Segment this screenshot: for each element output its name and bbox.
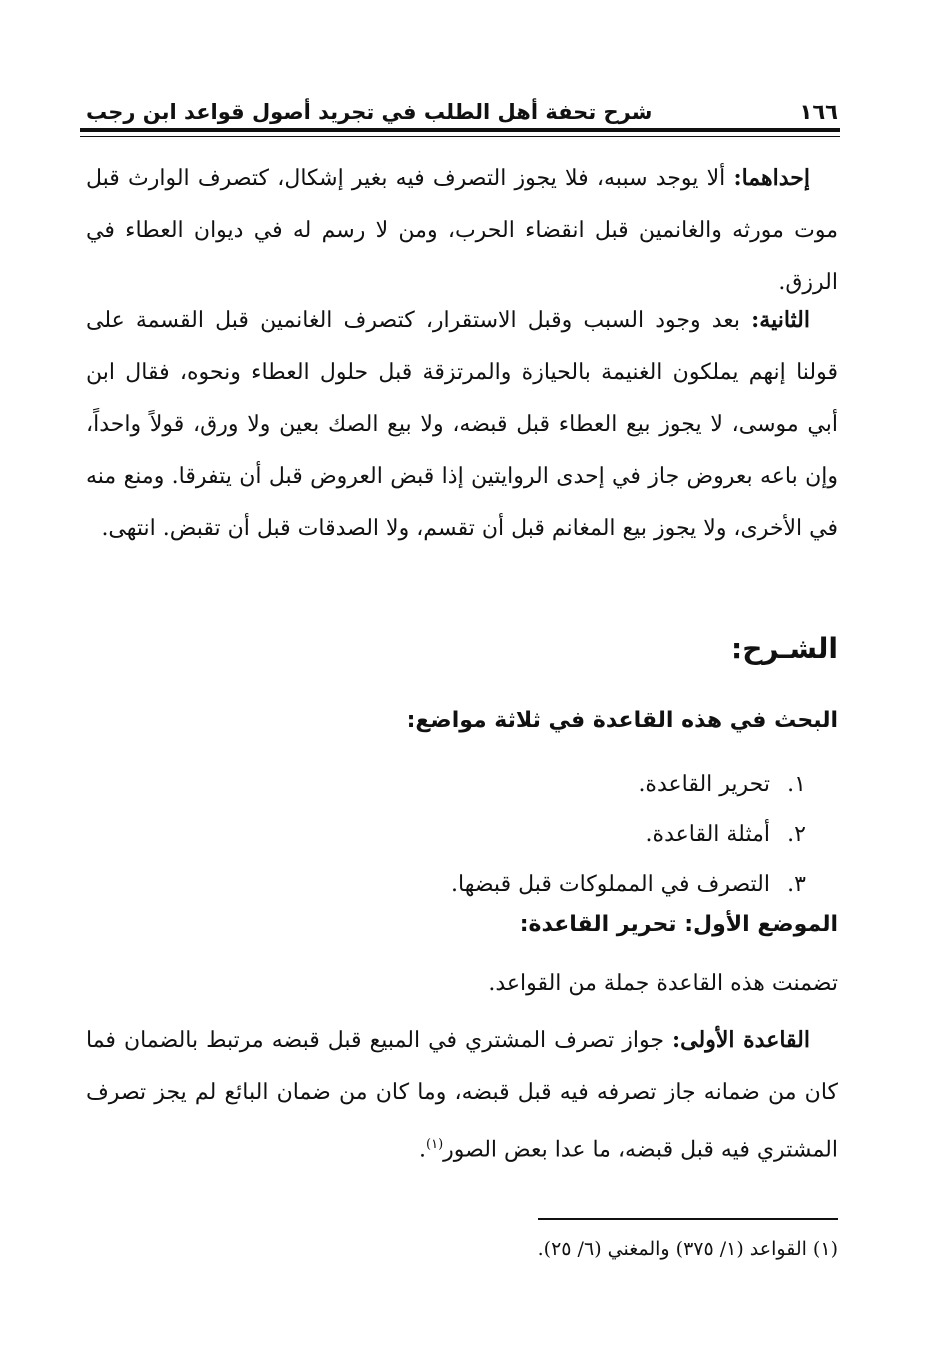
list-item bbox=[451, 860, 806, 910]
research-heading: البحث في هذه القاعدة في ثلاثة مواضع: bbox=[406, 708, 838, 733]
paragraph-lead: إحداهما: bbox=[733, 165, 810, 191]
topics-list bbox=[451, 760, 806, 910]
paragraph-text: بعد وجود السبب وقبل الاستقرار، كتصرف الغانمين قبل القسمة على قولنا إنهم يملكون الغنيمة بالحيازة والمرتزقة قبل حلول العطاء ونحوه، فقال ابن أبي موسى، لا يجوز بيع العطاء قبل قبضه، ولا بيع الصك بعين ولا ورق، قولاً واحداً، وإن باعه بعروض جاز في إحدى الروايتين إذا قبض العروض قبل أن يتفرقا. ومنع منه في الأخرى، ولا يجوز بيع المغانم قبل أن تقسم، ولا الصدقات قبل أن تقبض. انتهى. bbox=[86, 308, 838, 541]
paragraph-lead: القاعدة الأولى: bbox=[672, 1027, 811, 1053]
footnote: (١) القواعد (١/ ٣٧٥) والمغني (٦/ ٢٥). bbox=[537, 1238, 838, 1260]
running-title: شرح تحفة أهل الطلب في تجريد أصول قواعد ابن رجب bbox=[86, 100, 653, 124]
paragraph-first bbox=[86, 152, 838, 309]
footnote-separator bbox=[538, 1218, 838, 1220]
paragraph-rule-one bbox=[86, 1014, 838, 1176]
paragraph-end: . bbox=[419, 1137, 426, 1163]
list-text: أمثلة القاعدة. bbox=[645, 822, 770, 847]
list-number: ١. bbox=[787, 772, 806, 797]
list-text: تحرير القاعدة. bbox=[638, 772, 770, 797]
list-item bbox=[451, 810, 806, 860]
first-topic-heading: الموضع الأول: تحرير القاعدة: bbox=[519, 912, 838, 937]
running-header bbox=[86, 84, 838, 124]
list-item bbox=[451, 760, 806, 810]
list-number: ٣. bbox=[787, 872, 806, 897]
list-number: ٢. bbox=[787, 822, 806, 847]
list-text: التصرف في المملوكات قبل قبضها. bbox=[451, 872, 770, 897]
intro-line: تضمنت هذه القاعدة جملة من القواعد. bbox=[488, 971, 838, 996]
paragraph-text: ألا يوجد سببه، فلا يجوز التصرف فيه بغير إشكال، كتصرف الوارث قبل موت مورثه والغانمين قبل انقضاء الحرب، ومن لا رسم له في ديوان العطاء في الرزق. bbox=[86, 166, 838, 295]
header-rule-thick bbox=[80, 128, 840, 132]
paragraph-text: جواز تصرف المشتري في المبيع قبل قبضه مرتبط بالضمان فما كان من ضمانه جاز تصرفه فيه قبل قبضه، وما كان من ضمان البائع لم يجز تصرف المشتري فيه قبل قبضه، ما عدا بعض الصور bbox=[86, 1028, 838, 1163]
paragraph-second bbox=[86, 294, 838, 555]
page-number: ١٦٦ bbox=[799, 100, 838, 124]
footnote-reference[interactable]: (١) bbox=[426, 1137, 444, 1152]
paragraph-lead: الثانية: bbox=[751, 307, 810, 333]
header-rule-thin bbox=[80, 136, 840, 137]
sharh-heading: الشـرح: bbox=[731, 632, 838, 665]
